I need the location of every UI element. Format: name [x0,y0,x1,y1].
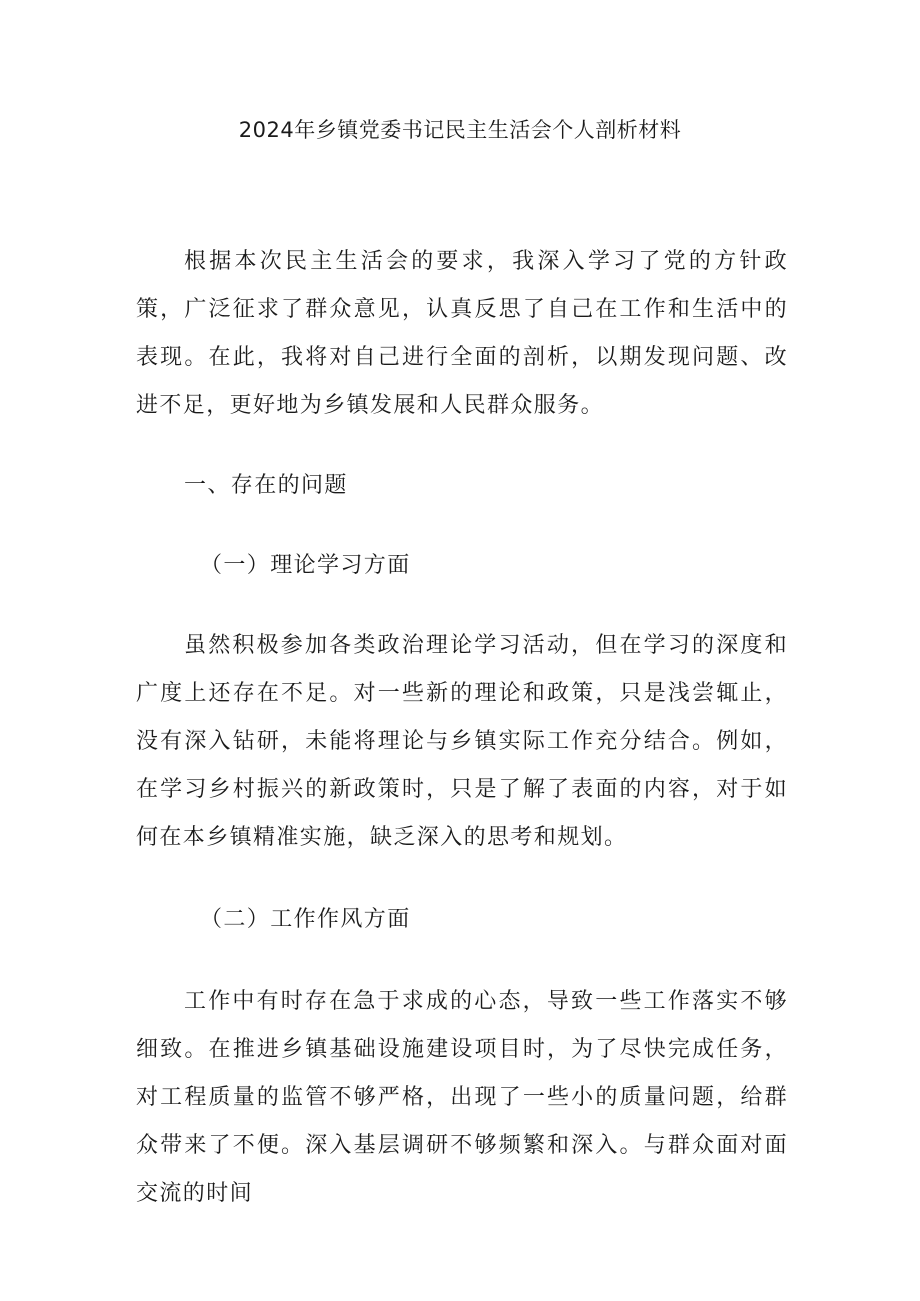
document-body [136,238,788,1218]
theory-study-paragraph: 虽然积极参加各类政治理论学习活动，但在学习的深度和广度上还存在不足。对一些新的理论和政策，只是浅尝辄止，没有深入钻研，未能将理论与乡镇实际工作充分结合。例如，在学习乡村振兴的新政策时，只是了解了表面的内容，对于如何在本乡镇精准实施，缺乏深入的思考和规划。 [136,633,788,850]
spacer [136,944,788,978]
spacer [136,590,788,622]
spacer [136,862,788,896]
spacer [136,510,788,542]
work-style-paragraph: 工作中有时存在急于求成的心态，导致一些工作落实不够细致。在推进乡镇基础设施建设项目时，为了尽快完成任务，对工程质量的监管不够严格，出现了一些小的质量问题，给群众带来了不便。深入基层调研不够频繁和深入。与群众面对面交流的时间 [136,989,788,1206]
intro-paragraph: 根据本次民主生活会的要求，我深入学习了党的方针政策，广泛征求了群众意见，认真反思了自己在工作和生活中的表现。在此，我将对自己进行全面的剖析，以期发现问题、改进不足，更好地为乡镇发展和人民群众服务。 [136,249,788,418]
subsection-heading-theory-study: （一）理论学习方面 [200,553,411,578]
section-heading-problems: 一、存在的问题 [184,473,348,498]
spacer [136,430,788,462]
subsection-heading-work-style: （二）工作作风方面 [200,907,411,932]
document-title: 2024年乡镇党委书记民主生活会个人剖析材料 [238,118,682,142]
